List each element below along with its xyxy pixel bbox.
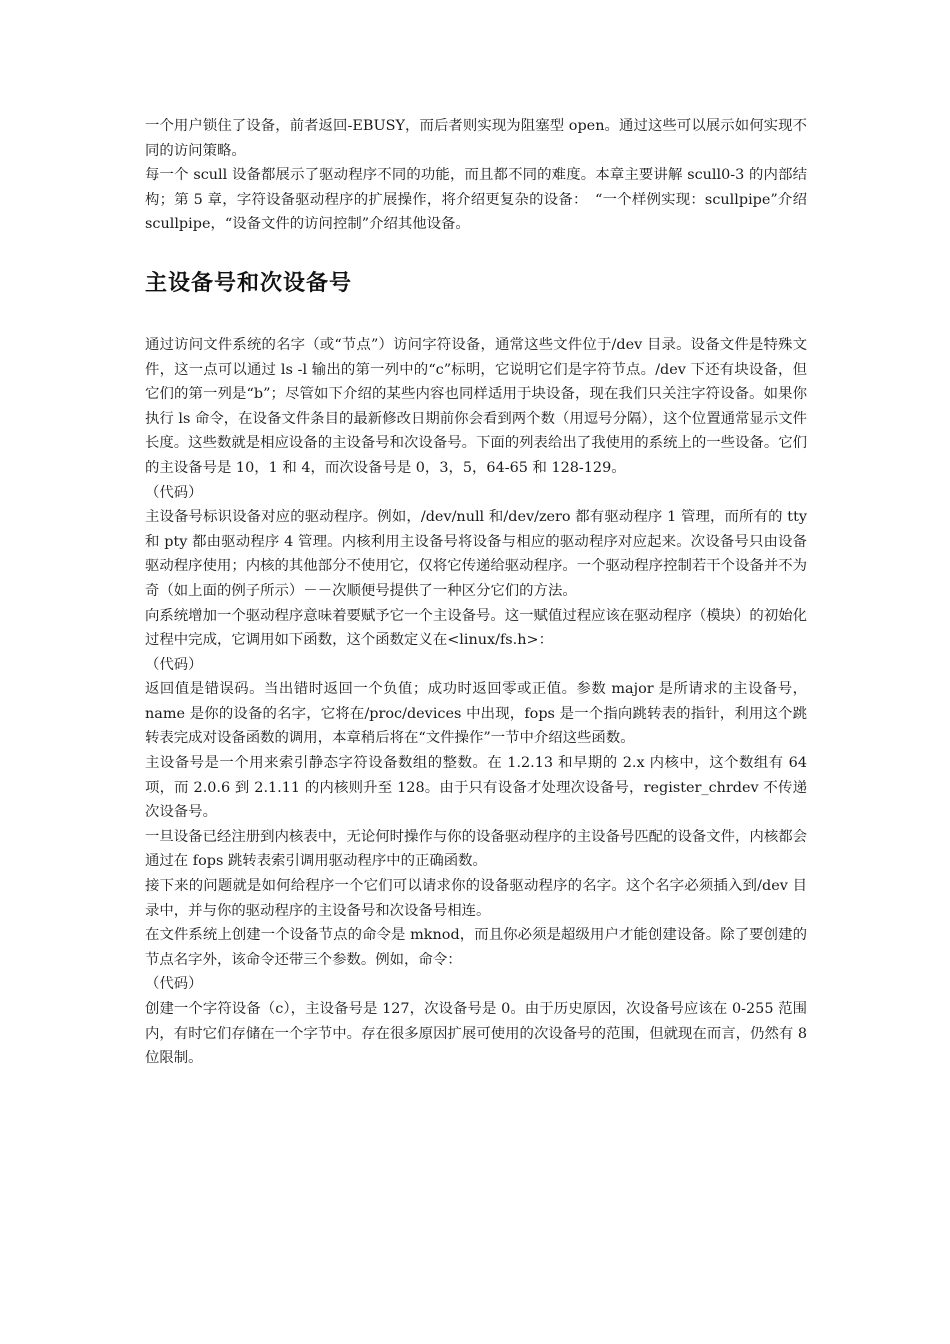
code-placeholder-3: （代码） — [145, 976, 203, 993]
section-paragraph-8: 在文件系统上创建一个设备节点的命令是 mknod，而且你必须是超级用户才能创建设备。除了要创建的节点名字外，该命令还带三个参数。例如，命令： — [145, 927, 807, 968]
code-placeholder-2: （代码） — [145, 656, 203, 673]
section-paragraph-7: 接下来的问题就是如何给程序一个它们可以请求你的设备驱动程序的名字。这个名字必须插入到/dev 目录中，并与你的驱动程序的主设备号和次设备号相连。 — [145, 878, 807, 919]
section-paragraph-1: 通过访问文件系统的名字（或“节点”）访问字符设备，通常这些文件位于/dev 目录。设备文件是特殊文件，这一点可以通过 ls -l 输出的第一列中的“c”标明，它说明它们是字符节点。/dev 下还有块设备，但它们的第一列是“b”；尽管如下介绍的某些内容也同样适用于块设备，现在我们只关注字符设备。如果你执行 ls 命令，在设备文件条目的最新修改日期前你会看到两个数（用逗号分隔），这个位置通常显示文件长度。这些数就是相应设备的主设备号和次设备号。下面的列表给出了我使用的系统上的一些设备。它们的主设备号是 10，1 和 4，而次设备号是 0，3，5，64-65 和 128-129。 — [145, 336, 807, 476]
section-paragraph-5: 主设备号是一个用来索引静态字符设备数组的整数。在 1.2.13 和早期的 2.x 内核中，这个数组有 64 项，而 2.0.6 到 2.1.11 的内核则升至 128。由于只有设备才处理次设备号，register_chrdev 不传递次设备号。 — [145, 755, 807, 821]
section-paragraph-3: 向系统增加一个驱动程序意味着要赋予它一个主设备号。这一赋值过程应该在驱动程序（模块）的初始化过程中完成，它调用如下函数，这个函数定义在<linux/fs.h>： — [145, 607, 807, 649]
section-paragraph-6: 一旦设备已经注册到内核表中，无论何时操作与你的设备驱动程序的主设备号匹配的设备文件，内核都会通过在 fops 跳转表索引调用驱动程序中的正确函数。 — [145, 828, 807, 870]
code-placeholder-1: （代码） — [145, 484, 203, 501]
document-page — [145, 114, 807, 1071]
section-heading: 主设备号和次设备号 — [145, 270, 353, 296]
section-paragraph-9: 创建一个字符设备（c），主设备号是 127，次设备号是 0。由于历史原因，次设备号应该在 0-255 范围内，有时它们存储在一个字节中。存在很多原因扩展可使用的次设备号的范围，但就现在而言，仍然有 8 位限制。 — [145, 1001, 807, 1067]
intro-paragraph-2: 每一个 scull 设备都展示了驱动程序不同的功能，而且都不同的难度。本章主要讲解 scull0-3 的内部结构；第 5 章，字符设备驱动程序的扩展操作，将介绍更复杂的设备： “一个样例实现：scullpipe”介绍 scullpipe，“设备文件的访问控制”介绍其他设备。 — [145, 167, 807, 233]
section-paragraph-4: 返回值是错误码。当出错时返回一个负值；成功时返回零或正值。参数 major 是所请求的主设备号，name 是你的设备的名字，它将在/proc/devices 中出现，fops 是一个指向跳转表的指针，利用这个跳转表完成对设备函数的调用，本章稍后将在“文件操作”一节中介绍这些函数。 — [145, 681, 807, 747]
intro-paragraph-1: 一个用户锁住了设备，前者返回-EBUSY，而后者则实现为阻塞型 open。通过这些可以展示如何实现不同的访问策略。 — [145, 118, 807, 159]
section-paragraph-2: 主设备号标识设备对应的驱动程序。例如，/dev/null 和/dev/zero 都有驱动程序 1 管理，而所有的 tty 和 pty 都由驱动程序 4 管理。内核利用主设备号将设备与相应的驱动程序对应起来。次设备号只由设备驱动程序使用；内核的其他部分不使用它，仅将它传递给驱动程序。一个驱动程序控制若干个设备并不为奇（如上面的例子所示）－－次顺便号提供了一种区分它们的方法。 — [145, 509, 807, 599]
